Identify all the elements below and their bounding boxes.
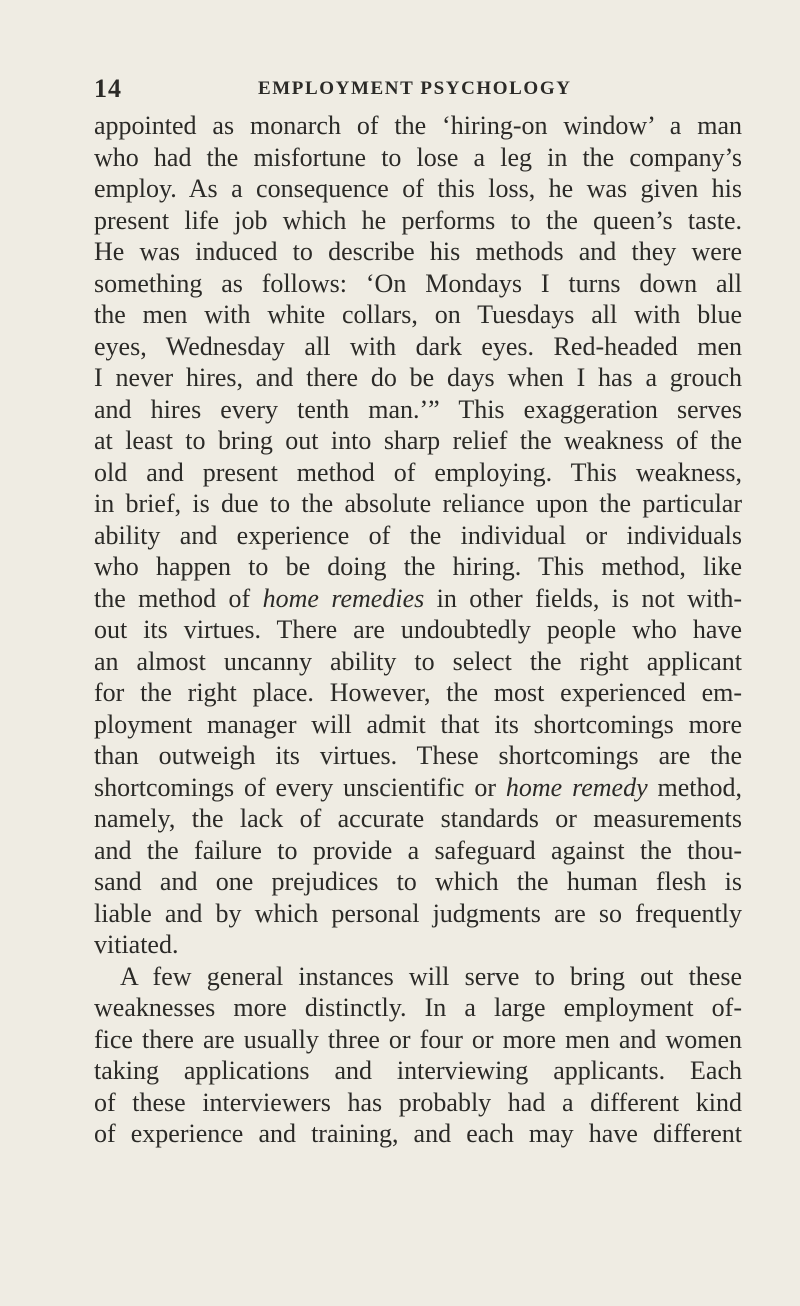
text-segment: method,	[657, 772, 743, 802]
text-line: of these interviewers has probably had a different kind	[94, 1087, 742, 1117]
text-line: weaknesses more distinctly. In a large employment of-	[94, 993, 742, 1022]
text-line: present life job which he performs to the queen’s taste.	[94, 205, 742, 235]
text-line: sand and one prejudices to which the human flesh is	[94, 867, 742, 896]
text-line: I never hires, and there do be days when I has a grouch	[94, 363, 742, 392]
text-segment: shortcomings of every unscientific or	[94, 772, 496, 802]
text-line: than outweigh its virtues. These shortcomings are the	[94, 741, 742, 770]
text-line: ployment manager will admit that its shortcomings more	[94, 709, 742, 739]
text-line: for the right place. However, the most experienced em-	[94, 678, 742, 707]
text-segment: the method of	[94, 583, 251, 613]
text-line: ability and experience of the individual or individuals	[94, 520, 742, 550]
text-line: vitiated.	[94, 930, 179, 959]
text-line: namely, the lack of accurate standards or measurements	[94, 804, 742, 833]
text-line: appointed as monarch of the ‘hiring-on window’ a man	[94, 111, 742, 140]
text-line: fice there are usually three or four or more men and women	[94, 1024, 742, 1054]
text-line: employ. As a consequence of this loss, he was given his	[94, 174, 742, 203]
italic-phrase: home remedy	[505, 772, 648, 802]
italic-phrase: home remedies	[262, 583, 425, 613]
text-line: and hires every tenth man.’” This exaggeration serves	[94, 394, 742, 424]
text-line: liable and by which personal judgments are so frequently	[94, 898, 742, 928]
running-head: EMPLOYMENT PSYCHOLOGY	[258, 78, 572, 99]
text-segment: in other fields, is not with-	[436, 583, 742, 613]
text-line: who happen to be doing the hiring. This method, like	[94, 552, 742, 581]
text-line: A few general instances will serve to bring out these	[120, 961, 742, 991]
text-line: out its virtues. There are undoubtedly people who have	[94, 615, 742, 644]
text-line	[94, 772, 742, 804]
text-line: of experience and training, and each may have different	[94, 1119, 742, 1148]
text-line: an almost uncanny ability to select the right applicant	[94, 646, 742, 676]
text-line: eyes, Wednesday all with dark eyes. Red-headed men	[94, 331, 742, 361]
text-line: old and present method of employing. This weakness,	[94, 457, 742, 487]
text-line: He was induced to describe his methods and they were	[94, 237, 742, 266]
text-line: something as follows: ‘On Mondays I turns down all	[94, 268, 742, 298]
text-line: and the failure to provide a safeguard against the thou-	[94, 835, 742, 865]
text-line: who had the misfortune to lose a leg in the company’s	[94, 142, 742, 172]
page-number: 14	[94, 74, 122, 103]
text-line: in brief, is due to the absolute reliance upon the particular	[94, 489, 742, 518]
text-line: at least to bring out into sharp relief the weakness of the	[94, 426, 742, 455]
text-line	[94, 583, 742, 615]
page-header	[94, 74, 734, 104]
body-text	[94, 110, 742, 1150]
text-line: the men with white collars, on Tuesdays all with blue	[94, 300, 742, 329]
text-line: taking applications and interviewing applicants. Each	[94, 1056, 742, 1085]
